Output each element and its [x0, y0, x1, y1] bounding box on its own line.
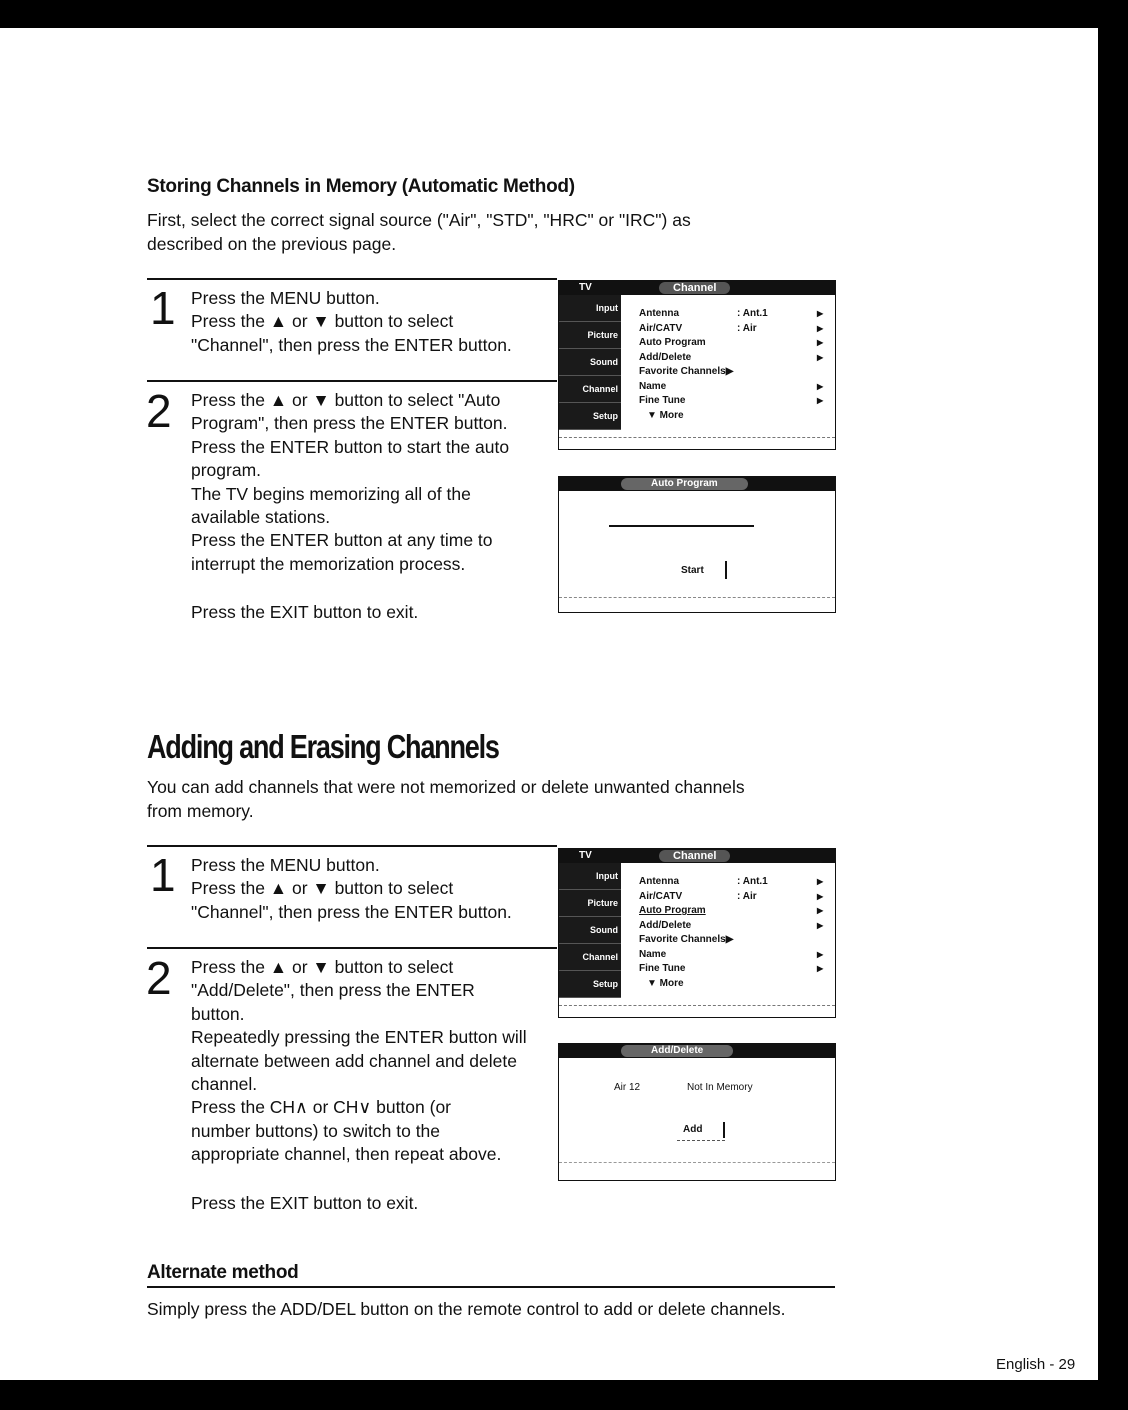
add-delete-footer	[559, 1162, 835, 1164]
progress-bar	[609, 525, 754, 527]
sidebar-item-setup: Setup	[559, 971, 621, 998]
step-line: alternate between add channel and delete	[191, 1050, 517, 1071]
step-text	[191, 854, 556, 924]
step-line: channel.	[191, 1074, 258, 1095]
menu-item-auto-program: Auto Program ▶	[639, 337, 824, 348]
menu-item-list	[639, 875, 827, 991]
menu-item-antenna: Antenna : Ant.1 ▶	[639, 876, 824, 887]
menu-header	[559, 849, 835, 863]
step-text	[191, 956, 556, 1167]
exit-instruction: Press the EXIT button to exit.	[191, 1193, 419, 1213]
step-line: The TV begins memorizing all of the	[191, 483, 471, 504]
menu-item-add-delete: Add/Delete ▶	[639, 919, 824, 931]
menu-item-air-catv: Air/CATV : Air ▶	[639, 890, 824, 902]
sidebar-item-channel: Channel	[559, 376, 621, 403]
menu-footer-hints	[559, 1005, 835, 1017]
sidebar-item-sound: Sound	[559, 917, 621, 944]
step-line: "Channel", then press the ENTER button.	[191, 901, 512, 922]
menu-item-name: Name ▶	[639, 380, 824, 392]
section2-heading: Adding and Erasing Channels	[147, 728, 499, 765]
add-delete-screenshot	[558, 1043, 836, 1181]
step-line: Press the ▲ or ▼ button to select	[191, 311, 454, 332]
menu-item-favorite-channels: Favorite Channels▶	[639, 934, 734, 945]
memory-status: Not In Memory	[687, 1082, 753, 1093]
page-number: English - 29	[996, 1356, 1076, 1373]
step-divider	[147, 278, 557, 280]
sidebar-item-input: Input	[559, 295, 621, 322]
step-line: interrupt the memorization process.	[191, 553, 466, 574]
menu-tab-title: Channel	[659, 850, 730, 862]
auto-program-header	[559, 477, 835, 491]
alternate-rule	[147, 1286, 835, 1288]
step-line: button.	[191, 1003, 245, 1024]
add-delete-title: Add/Delete	[621, 1045, 733, 1057]
step-number: 1	[150, 282, 176, 334]
sidebar-item-input: Input	[559, 863, 621, 890]
button-underline	[677, 1140, 725, 1141]
sidebar-item-picture: Picture	[559, 322, 621, 349]
menu-item-auto-program: Auto Program ▶	[639, 905, 824, 916]
auto-program-screenshot	[558, 476, 836, 613]
step-text	[191, 389, 556, 576]
step-number: 2	[146, 952, 172, 1004]
section1-intro-line2: described on the previous page.	[147, 234, 397, 254]
step-divider	[147, 380, 557, 382]
menu-tab-title: Channel	[659, 282, 730, 294]
sidebar-item-picture: Picture	[559, 890, 621, 917]
exit-instruction: Press the EXIT button to exit.	[191, 602, 419, 622]
alternate-text: Simply press the ADD/DEL button on the remote control to add or delete channels.	[147, 1299, 786, 1319]
step-divider	[147, 845, 557, 847]
section1-intro-line1: First, select the correct signal source ("Air", "STD", "HRC" or "IRC") as	[147, 210, 691, 230]
menu-footer-hints	[559, 437, 835, 449]
step-line: Press the MENU button.	[191, 288, 380, 308]
section1-heading: Storing Channels in Memory (Automatic Method)	[147, 176, 575, 197]
step-line: Press the MENU button.	[191, 855, 380, 875]
step-number: 1	[150, 849, 176, 901]
menu-item-air-catv: Air/CATV : Air ▶	[639, 322, 824, 334]
step-line: Press the ▲ or ▼ button to select	[191, 957, 454, 977]
add-button: Add	[683, 1124, 703, 1135]
step-line: Repeatedly pressing the ENTER button will	[191, 1027, 527, 1048]
right-border	[1098, 28, 1128, 1380]
step-text	[191, 287, 556, 357]
menu-item-add-delete: Add/Delete ▶	[639, 351, 824, 363]
menu-item-list	[639, 307, 827, 423]
step-line: number buttons) to switch to the	[191, 1120, 441, 1141]
step-line: appropriate channel, then repeat above.	[191, 1144, 502, 1165]
cursor-mark	[725, 561, 727, 579]
step-divider	[147, 947, 557, 949]
menu-item-favorite-channels: Favorite Channels▶	[639, 366, 734, 377]
sidebar-item-channel: Channel	[559, 944, 621, 971]
cursor-mark	[723, 1122, 725, 1138]
step-line: Press the ENTER button at any time to	[191, 530, 493, 551]
top-border	[0, 0, 1128, 28]
bottom-border	[0, 1380, 1128, 1410]
auto-program-title: Auto Program	[621, 478, 748, 490]
channel-menu-screenshot	[558, 280, 836, 450]
step-line: available stations.	[191, 507, 331, 528]
channel-label: Air 12	[614, 1082, 641, 1093]
menu-sidebar	[559, 863, 621, 998]
add-delete-header	[559, 1044, 835, 1058]
menu-item-more: ▼ More	[647, 977, 684, 989]
step-line: Press the CH∧ or CH∨ button (or	[191, 1097, 452, 1118]
tv-label: TV	[579, 282, 592, 293]
section2-intro-line1: You can add channels that were not memorized or delete unwanted channels	[147, 777, 745, 797]
menu-item-fine-tune: Fine Tune ▶	[639, 395, 824, 406]
menu-sidebar	[559, 295, 621, 430]
step-line: "Add/Delete", then press the ENTER	[191, 980, 475, 1001]
section2-intro-line2: from memory.	[147, 801, 254, 821]
menu-item-antenna: Antenna : Ant.1 ▶	[639, 308, 824, 319]
step-line: Press the ENTER button to start the auto	[191, 436, 510, 457]
step-line: "Channel", then press the ENTER button.	[191, 334, 512, 355]
auto-program-footer	[559, 597, 835, 599]
step-line: Program", then press the ENTER button.	[191, 413, 508, 434]
step-number: 2	[146, 385, 172, 437]
channel-menu-screenshot	[558, 848, 836, 1018]
sidebar-item-sound: Sound	[559, 349, 621, 376]
menu-item-name: Name ▶	[639, 948, 824, 960]
menu-item-fine-tune: Fine Tune ▶	[639, 963, 824, 974]
menu-header	[559, 281, 835, 295]
tv-label: TV	[579, 850, 592, 861]
step-line: Press the ▲ or ▼ button to select "Auto	[191, 390, 501, 410]
start-button: Start	[681, 565, 704, 576]
menu-item-more: ▼ More	[647, 409, 684, 421]
step-line: program.	[191, 460, 262, 481]
alternate-heading: Alternate method	[147, 1262, 299, 1283]
sidebar-item-setup: Setup	[559, 403, 621, 430]
step-line: Press the ▲ or ▼ button to select	[191, 878, 454, 899]
